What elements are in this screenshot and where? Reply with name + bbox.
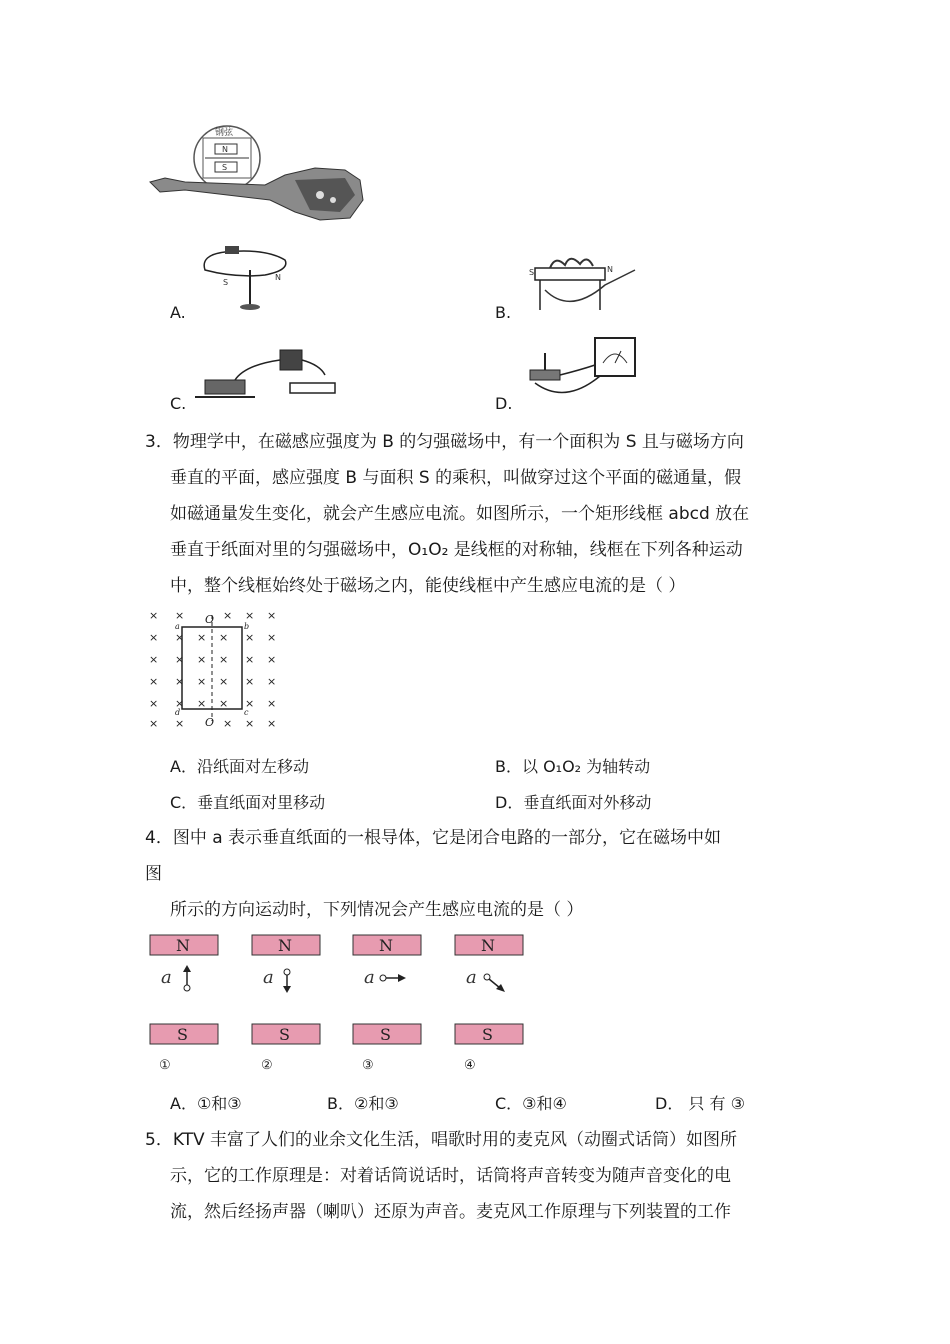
svg-text:×: × [223,609,233,622]
svg-text:×: × [197,697,207,710]
axis-bottom-label: O [205,716,215,729]
q3-option-a[interactable]: A．沿纸面对左移动 [170,757,309,776]
svg-text:N: N [607,265,613,274]
svg-text:S: S [223,278,229,287]
q3-line-4: 垂直于纸面对里的匀强磁场中，O₁O₂ 是线框的对称轴，线框在下列各种运动 [170,540,743,560]
q3-line-1: 3．物理学中，在磁感应强度为 B 的匀强磁场中，有一个面积为 S 且与磁场方向 [145,432,744,452]
diagram-3-index: ③ [362,1058,374,1073]
q4-line-3: 所示的方向运动时，下列情况会产生感应电流的是（ ） [170,900,584,920]
corner-b-label: b [244,622,250,631]
svg-text:×: × [197,631,207,644]
svg-text:×: × [267,675,277,688]
q3-option-b[interactable]: B．以 O₁O₂ 为轴转动 [495,757,651,776]
diagram-1-index: ① [159,1058,171,1073]
q2-option-a-label[interactable]: A. [170,303,186,322]
option-a-figure [195,240,295,320]
conductor-magnets-figure [145,930,530,1080]
magnet-diagram-3 [353,935,421,1073]
q5-line-3: 流，然后经扬声器（喇叭）还原为声音。麦克风工作原理与下列装置的工作 [170,1202,731,1222]
svg-text:×: × [175,697,185,710]
q4-line-2: 图 [145,864,162,884]
q4-option-a[interactable]: A．①和③ [170,1094,242,1113]
svg-text:×: × [267,609,277,622]
svg-text:×: × [149,675,159,688]
magnet-diagram-4 [455,935,523,1073]
guitar-magnet-north: N [222,145,228,154]
magnet-3-south: S [380,1025,391,1044]
q5-line-1: 5．KTV 丰富了人们的业余文化生活，唱歌时用的麦克风（动圈式话筒）如图所 [145,1130,738,1150]
magnet-4-north: N [481,936,495,955]
svg-text:×: × [219,697,229,710]
q2-option-d-label[interactable]: D. [495,394,513,413]
option-d-figure [525,335,640,405]
svg-text:×: × [175,653,185,666]
svg-text:×: × [223,717,233,730]
svg-text:×: × [267,717,277,730]
q4-option-d[interactable]: D． 只 有 ③ [655,1094,745,1113]
corner-c-label: c [244,708,249,717]
guitar-figure [145,120,370,230]
svg-text:×: × [175,717,185,730]
svg-text:×: × [267,653,277,666]
q4-line-1: 4．图中 a 表示垂直纸面的一根导体，它是闭合电路的一部分，它在磁场中如 [145,828,722,848]
magnetic-field-frame-figure [145,605,280,730]
svg-text:×: × [245,609,255,622]
magnet-1-north: N [176,936,190,955]
magnet-diagram-2 [252,935,320,1073]
q3-option-c[interactable]: C．垂直纸面对里移动 [170,793,326,812]
option-b-figure [525,250,640,325]
option-c-figure [195,345,345,405]
conductor-1-label: a [161,967,172,988]
corner-d-label: d [175,708,181,717]
q4-option-b[interactable]: B．②和③ [327,1094,399,1113]
diagram-4-index: ④ [464,1058,476,1073]
q3-line-2: 垂直的平面，感应强度 B 与面积 S 的乘积，叫做穿过这个平面的磁通量，假 [170,468,742,488]
q5-line-2: 示，它的工作原理是：对着话筒说话时，话筒将声音转变为随声音变化的电 [170,1166,731,1186]
svg-text:×: × [149,609,159,622]
q4-option-c[interactable]: C．③和④ [495,1094,567,1113]
magnet-2-south: S [279,1025,290,1044]
svg-text:×: × [219,631,229,644]
svg-text:×: × [245,675,255,688]
q3-line-3: 如磁通量发生变化，就会产生感应电流。如图所示，一个矩形线框 abcd 放在 [170,504,750,524]
svg-text:×: × [175,631,185,644]
svg-text:×: × [149,631,159,644]
magnet-1-south: S [177,1025,188,1044]
axis-top-label: O [205,613,215,626]
magnet-diagram-1 [150,935,218,1073]
conductor-3-label: a [364,967,375,988]
svg-text:×: × [219,675,229,688]
svg-text:N: N [275,273,281,282]
svg-text:×: × [149,653,159,666]
svg-text:S: S [529,268,535,277]
svg-text:×: × [267,697,277,710]
guitar-magnet-south: S [222,163,228,172]
q2-option-b-label[interactable]: B. [495,303,512,322]
q2-option-c-label[interactable]: C. [170,394,187,413]
diagram-2-index: ② [261,1058,273,1073]
magnet-4-south: S [482,1025,493,1044]
svg-text:×: × [245,717,255,730]
svg-text:×: × [175,675,185,688]
svg-text:×: × [149,697,159,710]
conductor-2-label: a [263,967,274,988]
svg-text:×: × [245,653,255,666]
svg-text:×: × [197,653,207,666]
corner-a-label: a [175,622,180,631]
q3-line-5: 中，整个线框始终处于磁场之内，能使线框中产生感应电流的是（ ） [170,576,686,596]
conductor-4-label: a [466,967,477,988]
svg-text:×: × [219,653,229,666]
svg-text:×: × [245,697,255,710]
svg-text:×: × [175,609,185,622]
svg-text:×: × [149,717,159,730]
svg-text:×: × [245,631,255,644]
magnet-2-north: N [278,936,292,955]
svg-text:×: × [267,631,277,644]
guitar-string-label: 钢弦 [215,128,234,138]
q3-option-d[interactable]: D．垂直纸面对外移动 [495,793,652,812]
magnet-3-north: N [379,936,393,955]
svg-text:×: × [197,675,207,688]
